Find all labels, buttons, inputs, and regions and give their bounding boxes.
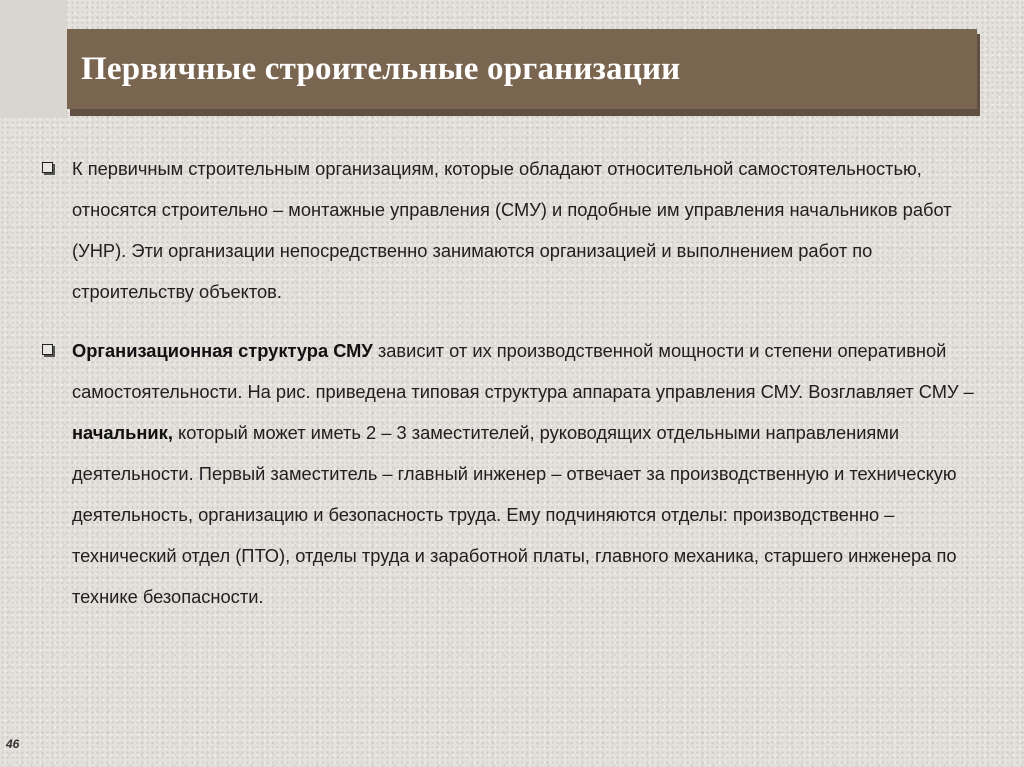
bullet-text-1: К первичным строительным организациям, которые обладают относительной самостоятельностью, относятся строительно – монтажные управления (СМУ) и подобные им управления начальников работ (УНР). Эти организации непосредственно занимаются организацией и выполнением работ по строительству объектов.	[72, 158, 952, 302]
square-bullet-icon	[42, 162, 53, 173]
bullet-text-2	[72, 330, 990, 617]
bullet-item-1	[40, 148, 990, 312]
bold-lead-term: Организационная структура СМУ	[72, 340, 373, 361]
bullet-text-2-part-1: зависит от их производственной мощности и степени оперативной самостоятельности. На рис. приведена типовая структура аппарата управления СМУ. Возглавляет СМУ –	[72, 340, 974, 402]
title-bar	[67, 29, 977, 109]
bullet-text-2-part-2: который может иметь 2 – 3 заместителей, руководящих отдельными направлениями деятельности. Первый заместитель – главный инженер – отвечает за производственную и техническую деятельность, организацию и безопасность труда. Ему подчиняются отделы: производственно – технический отдел (ПТО), отделы труда и заработной платы, главного механика, старшего инженера по технике безопасности.	[72, 422, 957, 607]
page-number: 46	[6, 737, 20, 751]
slide-content	[40, 148, 990, 617]
square-bullet-icon	[42, 344, 53, 355]
bullet-item-2	[40, 330, 990, 617]
left-decor-bar	[0, 0, 67, 118]
slide-title: Первичные строительные организации	[81, 50, 681, 87]
bold-term-head: начальник,	[72, 422, 173, 443]
